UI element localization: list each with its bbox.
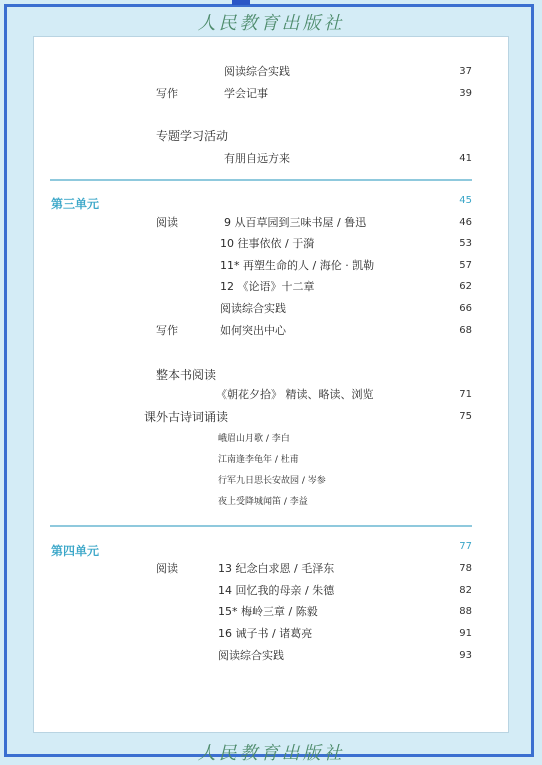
toc-category: 阅读 [156, 562, 178, 575]
lesson-title: 12 《论语》十二章 [220, 280, 315, 293]
poems-heading: 课外古诗词诵读 [144, 410, 229, 424]
unit-divider [50, 525, 472, 527]
toc-page-number: 93 [459, 650, 472, 661]
toc-page-number: 82 [459, 585, 472, 596]
toc-category: 写作 [156, 324, 178, 337]
bookmark-tab [232, 0, 250, 5]
toc-page-number: 62 [459, 281, 472, 292]
lesson-title: 阅读综合实践 [218, 649, 284, 662]
poem-title: 峨眉山月歌 / 李白 [218, 434, 290, 444]
toc-title: 如何突出中心 [220, 324, 286, 337]
lesson-title: 14 回忆我的母亲 / 朱德 [218, 584, 335, 597]
toc-page-number: 46 [459, 217, 472, 228]
unit-divider [50, 179, 472, 181]
toc-page-number: 39 [459, 88, 472, 99]
unit-page-number: 45 [459, 195, 472, 206]
unit-page-number: 77 [459, 541, 472, 552]
toc-page-number: 57 [459, 260, 472, 271]
lesson-title: 9 从百草园到三味书屋 / 鲁迅 [224, 216, 367, 229]
toc-page-number: 68 [459, 325, 472, 336]
lesson-title: 阅读综合实践 [220, 302, 286, 315]
unit-title: 第三单元 [51, 197, 100, 211]
lesson-title: 13 纪念白求恩 / 毛泽东 [218, 562, 335, 575]
publisher-header: 人民教育出版社 [197, 13, 345, 34]
toc-page-number: 75 [459, 411, 472, 422]
book-reading-heading: 整本书阅读 [156, 368, 217, 382]
toc-page-number: 91 [459, 628, 472, 639]
toc-title: 学会记事 [224, 87, 268, 100]
toc-category: 阅读 [156, 216, 178, 229]
toc-page-number: 88 [459, 606, 472, 617]
toc-page-number: 66 [459, 303, 472, 314]
lesson-title: 16 诫子书 / 诸葛亮 [218, 627, 313, 640]
toc-title: 阅读综合实践 [224, 65, 290, 78]
publisher-footer: 人民教育出版社 [197, 743, 345, 764]
poem-title: 江南逢李龟年 / 杜甫 [218, 455, 299, 465]
lesson-title: 15* 梅岭三章 / 陈毅 [218, 605, 318, 618]
toc-page-number: 78 [459, 563, 472, 574]
activity-heading: 专题学习活动 [156, 129, 229, 143]
toc-page-number: 41 [459, 153, 472, 164]
lesson-title: 11* 再塑生命的人 / 海伦 · 凯勒 [220, 259, 375, 272]
toc-page-number: 37 [459, 66, 472, 77]
toc-page-number: 53 [459, 238, 472, 249]
lesson-title: 10 往事依依 / 于漪 [220, 237, 315, 250]
poem-title: 行军九日思长安故园 / 岑参 [218, 476, 326, 486]
toc-title: 有朋自远方来 [224, 152, 290, 165]
unit-title: 第四单元 [51, 544, 100, 558]
poem-title: 夜上受降城闻笛 / 李益 [218, 497, 308, 507]
toc-page-number: 71 [459, 389, 472, 400]
toc-page [33, 36, 509, 733]
toc-category: 写作 [156, 87, 178, 100]
toc-title: 《朝花夕拾》 精读、略读、浏览 [216, 388, 374, 401]
